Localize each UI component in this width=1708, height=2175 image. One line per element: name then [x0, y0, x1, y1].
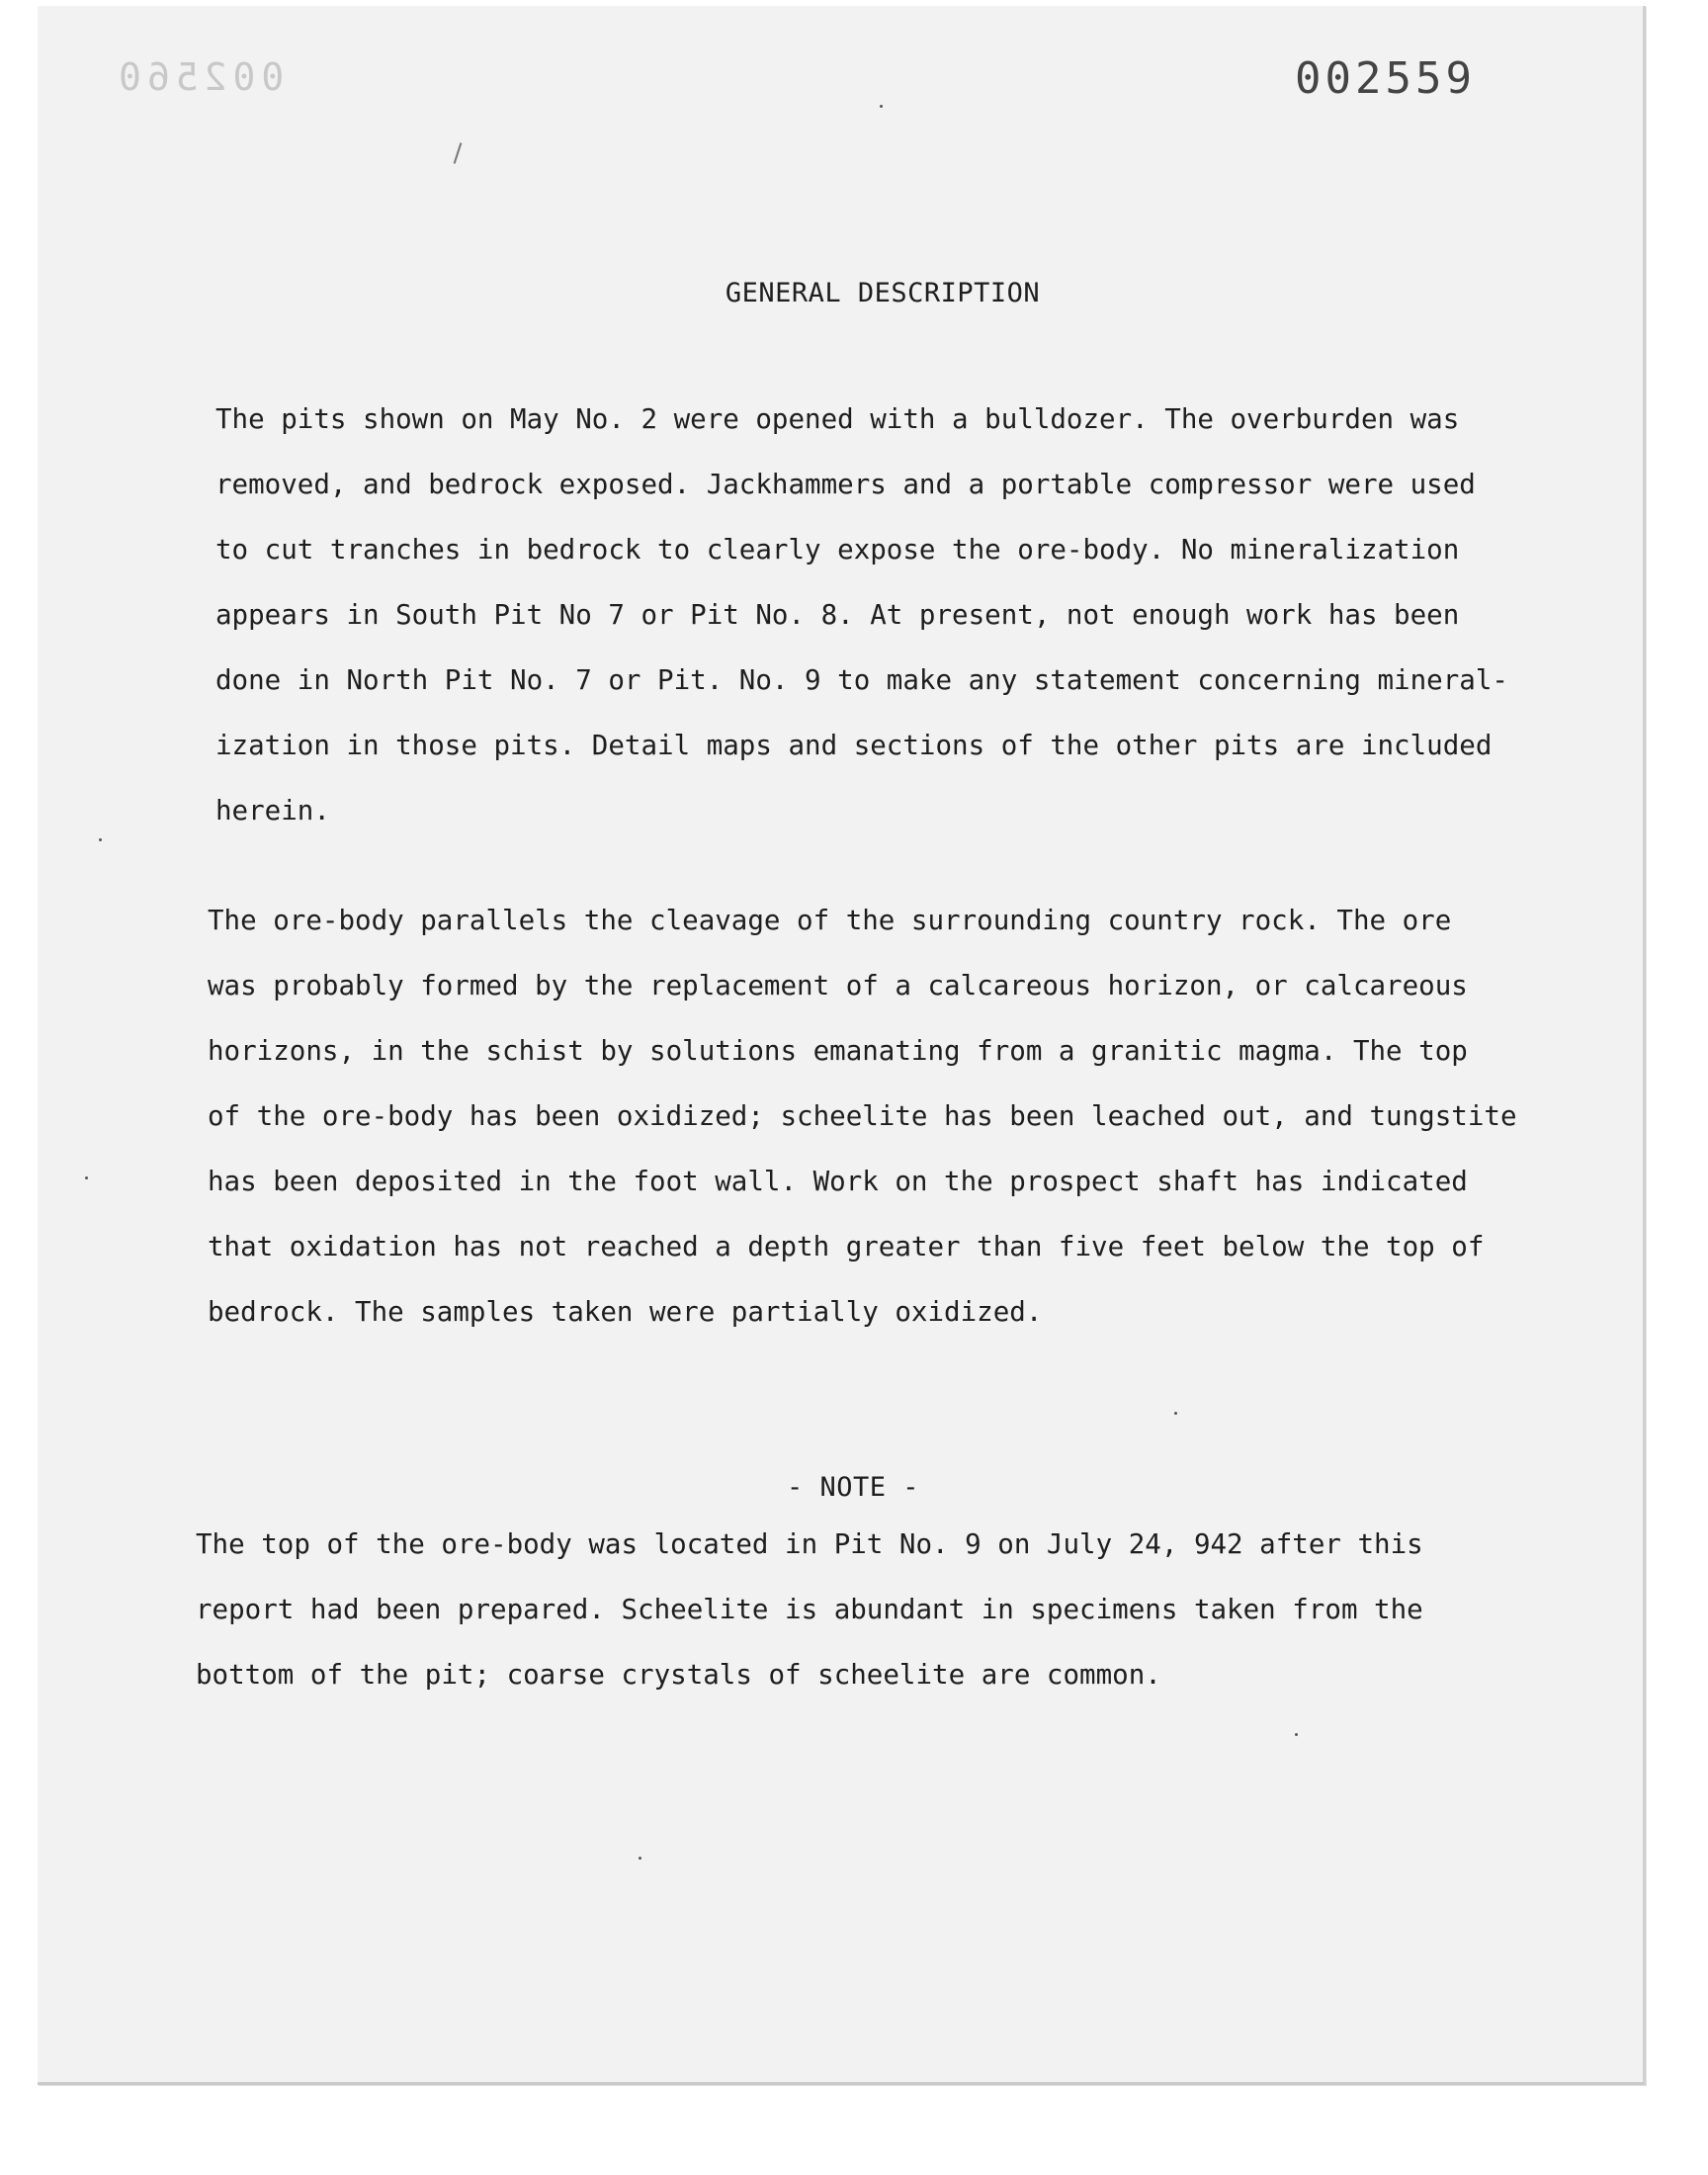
text-line: removed, and bedrock exposed. Jackhammers and a portable compressor were used: [215, 469, 1476, 500]
text-line: horizons, in the schist by solutions emanating from a granitic magma. The top: [208, 1035, 1468, 1067]
speck: [1174, 1412, 1177, 1415]
text-line: The top of the ore-body was located in Pit No. 9 on July 24, 942 after this: [196, 1528, 1423, 1560]
text-line: appears in South Pit No 7 or Pit No. 8. At present, not enough work has been: [215, 599, 1460, 631]
text-line: bedrock. The samples taken were partially oxidized.: [208, 1296, 1043, 1328]
speck: [639, 1857, 641, 1860]
text-line: has been deposited in the foot wall. Work on the prospect shaft has indicated: [208, 1166, 1468, 1197]
speck: [1295, 1733, 1298, 1736]
note-heading: - NOTE -: [786, 1472, 920, 1503]
text-line: report had been prepared. Scheelite is abundant in specimens taken from the: [196, 1594, 1423, 1625]
text-line: herein.: [215, 795, 330, 826]
paragraph-pits: [215, 387, 1508, 843]
text-line: was probably formed by the replacement of a calcareous horizon, or calcareous: [208, 970, 1468, 1001]
text-line: that oxidation has not reached a depth greater than five feet below the top of: [208, 1231, 1485, 1262]
text-line: The pits shown on May No. 2 were opened with a bulldozer. The overburden was: [215, 403, 1460, 435]
paragraph-note: [196, 1512, 1423, 1707]
text-line: The ore-body parallels the cleavage of the surrounding country rock. The ore: [208, 905, 1452, 936]
text-line: bottom of the pit; coarse crystals of scheelite are common.: [196, 1659, 1161, 1691]
speck: [85, 1176, 88, 1179]
text-line: of the ore-body has been oxidized; scheelite has been leached out, and tungstite: [208, 1100, 1517, 1132]
text-line: ization in those pits. Detail maps and sections of the other pits are included: [215, 730, 1493, 761]
document-number: 002559: [1295, 53, 1476, 104]
text-line: to cut tranches in bedrock to clearly expose the ore-body. No mineralization: [215, 534, 1460, 566]
pencil-mark: [454, 142, 463, 164]
text-line: done in North Pit No. 7 or Pit. No. 9 to make any statement concerning mineral-: [215, 664, 1508, 696]
bleed-through-number: 002560: [113, 55, 285, 99]
paragraph-ore-body: [208, 888, 1517, 1345]
speck: [880, 105, 883, 108]
section-heading: GENERAL DESCRIPTION: [725, 278, 1041, 308]
speck: [99, 838, 102, 841]
document-page: [38, 6, 1646, 2085]
